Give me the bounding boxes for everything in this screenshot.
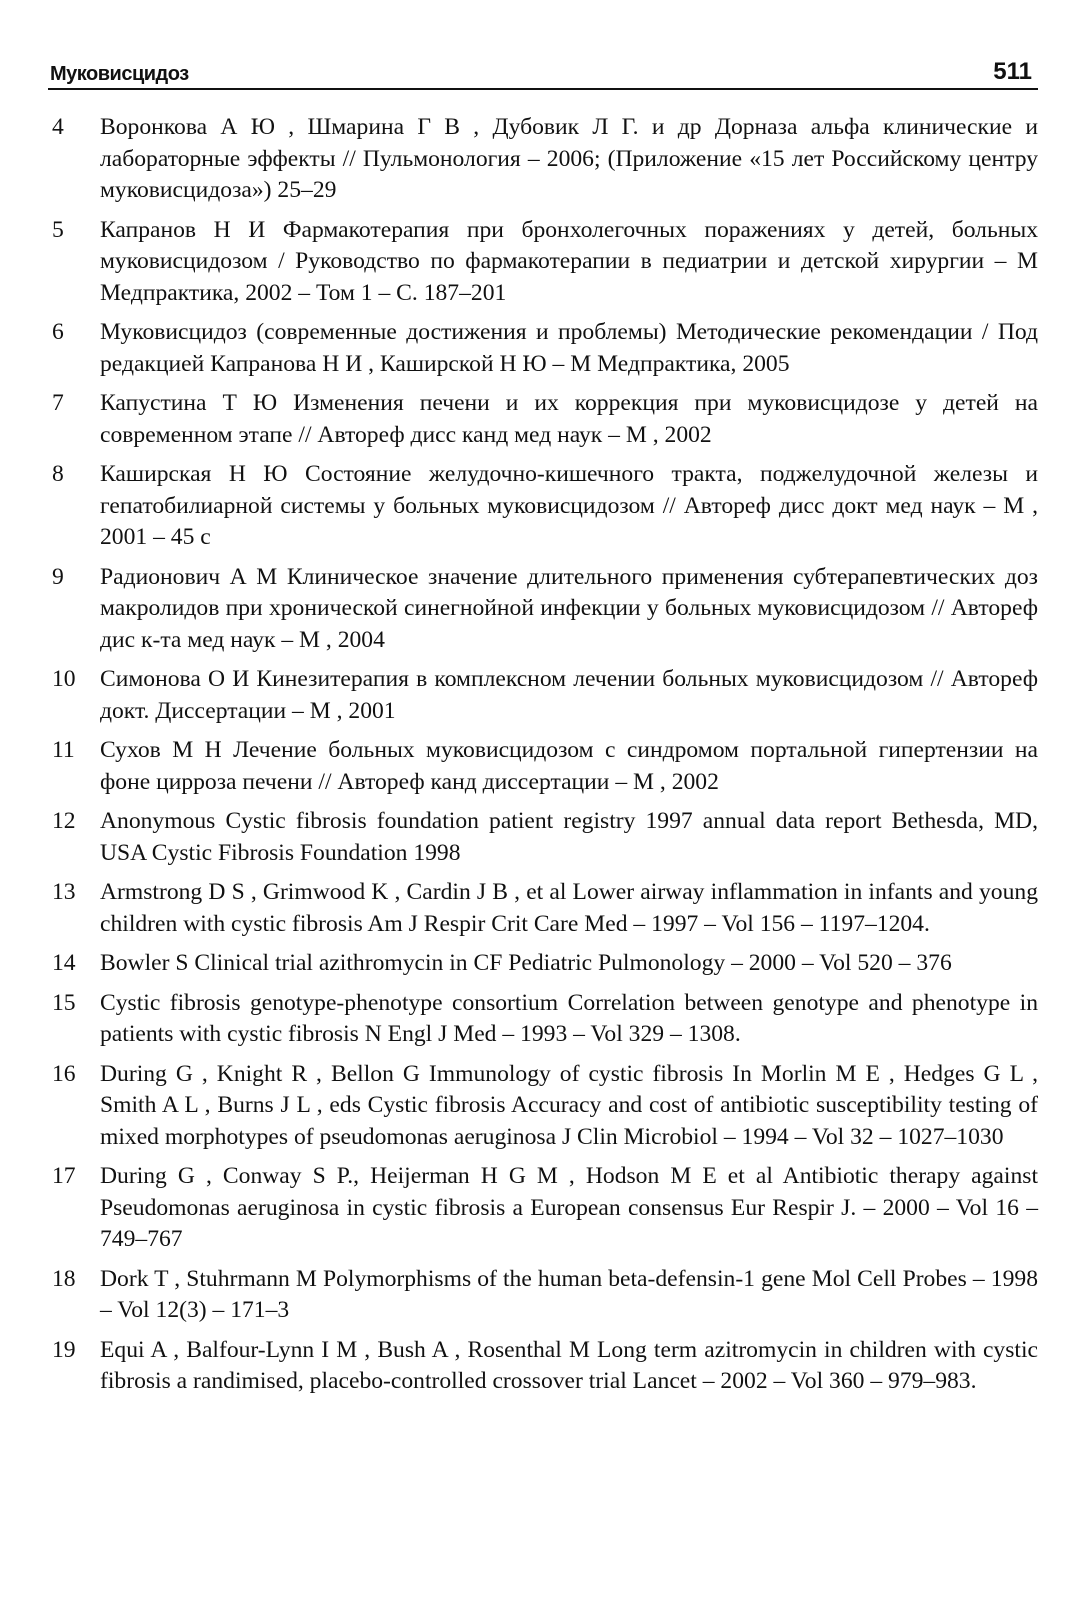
- reference-item: [48, 112, 1038, 207]
- reference-text: During G , Knight R , Bellon G Immunology of cystic fibrosis In Morlin M E , Hedges G L , Smith A L , Burns J L , eds Cystic fibrosis Accuracy and cost of antibiotic susceptibility testing of mixed morphotypes of pseudomonas aeruginosa J Clin Microbiol – 1994 – Vol 32 – 1027–1030: [100, 1060, 1038, 1150]
- reference-text: Симонова О И Кинезитерапия в комплексном лечении больных муковисцидозом // Автореф докт. Диссертации – М , 2001: [100, 666, 1038, 724]
- reference-list: [48, 112, 1038, 1398]
- reference-item: [48, 562, 1038, 657]
- reference-number: 16: [52, 1060, 76, 1087]
- reference-number: 15: [52, 989, 76, 1016]
- reference-text: During G , Conway S P., Heijerman H G M , Hodson M E et al Antibiotic therapy against Pseudomonas aeruginosa in cystic fibrosis a European consensus Eur Respir J. – 2000 – Vol 16 – 749–767: [100, 1163, 1038, 1252]
- reference-number: 11: [52, 737, 75, 763]
- page-number: 511: [993, 58, 1032, 85]
- reference-text: Сухов М Н Лечение больных муковисцидозом с синдромом портальной гипертензии на фоне цирроза печени // Автореф канд диссертации – М , 2002: [100, 737, 1038, 795]
- reference-number: 6: [52, 319, 64, 345]
- reference-number: 17: [52, 1163, 76, 1189]
- reference-number: 5: [52, 216, 64, 243]
- reference-item: [48, 1335, 1038, 1398]
- reference-item: [48, 877, 1038, 940]
- reference-text: Anonymous Cystic fibrosis foundation patient registry 1997 annual data report Bethesda, MD, USA Cystic Fibrosis Foundation 1998: [100, 808, 1038, 866]
- reference-number: 13: [52, 879, 76, 905]
- reference-number: 9: [52, 563, 64, 590]
- reference-item: [48, 806, 1038, 869]
- reference-number: 10: [52, 666, 76, 692]
- reference-text: Armstrong D S , Grimwood K , Cardin J B , et al Lower airway inflammation in infants and young children with cystic fibrosis Am J Respir Crit Care Med – 1997 – Vol 156 – 1197–1204.: [100, 879, 1038, 937]
- reference-item: [48, 1059, 1038, 1154]
- reference-item: [48, 1161, 1038, 1256]
- reference-item: [48, 948, 1038, 980]
- reference-text: Воронкова А Ю , Шмарина Г В , Дубовик Л Г. и др Дорназа альфа клинические и лабораторные эффекты // Пульмонология – 2006; (Приложение «15 лет Российскому центру муковисцидоза») 25–29: [100, 114, 1038, 203]
- reference-item: [48, 388, 1038, 451]
- reference-number: 19: [52, 1336, 76, 1363]
- reference-text: Bowler S Clinical trial azithromycin in CF Pediatric Pulmonology – 2000 – Vol 520 – 376: [100, 950, 952, 976]
- reference-text: Радионович А М Клиническое значение длительного применения субтерапевтических доз макролидов при хронической синегнойной инфекции у больных муковисцидозом // Автореф дис к-та мед наук – М , 2004: [100, 563, 1038, 653]
- reference-text: Муковисцидоз (современные достижения и проблемы) Методические рекомендации / Под редакцией Капранова Н И , Каширской Н Ю – М Медпрактика, 2005: [100, 319, 1038, 377]
- reference-text: Cystic fibrosis genotype-phenotype consortium Correlation between genotype and phenotype in patients with cystic fibrosis N Engl J Med – 1993 – Vol 329 – 1308.: [100, 989, 1038, 1047]
- reference-item: [48, 317, 1038, 380]
- reference-number: 4: [52, 114, 64, 140]
- reference-item: [48, 459, 1038, 554]
- reference-text: Капранов Н И Фармакотерапия при бронхолегочных поражениях у детей, больных муковисцидозом / Руководство по фармакотерапии в педиатрии и детской хирургии – М Медпрактика, 2002 – Том 1 – С. 187–201: [100, 216, 1038, 306]
- reference-text: Dork T , Stuhrmann M Polymorphisms of the human beta-defensin-1 gene Mol Cell Probes – 1998 – Vol 12(3) – 171–3: [100, 1265, 1038, 1323]
- running-title: Муковисцидоз: [50, 63, 189, 85]
- reference-item: [48, 735, 1038, 798]
- reference-item: [48, 664, 1038, 727]
- reference-item: [48, 215, 1038, 310]
- book-page: [48, 40, 1038, 1406]
- page-header: [48, 40, 1038, 90]
- reference-number: 12: [52, 808, 76, 834]
- reference-text: Каширская Н Ю Состояние желудочно-кишечного тракта, поджелудочной железы и гепатобилиарной системы у больных муковисцидозом // Автореф дисс докт мед наук – М , 2001 – 45 с: [100, 461, 1038, 550]
- reference-item: [48, 988, 1038, 1051]
- reference-text: Equi A , Balfour-Lynn I M , Bush A , Rosenthal M Long term azitromycin in children with cystic fibrosis a randimised, placebo-controlled crossover trial Lancet – 2002 – Vol 360 – 979–983.: [100, 1336, 1038, 1394]
- reference-number: 18: [52, 1265, 76, 1292]
- reference-number: 14: [52, 950, 76, 976]
- reference-text: Капустина Т Ю Изменения печени и их коррекция при муковисцидозе у детей на современном этапе // Автореф дисс канд мед наук – М , 2002: [100, 390, 1038, 448]
- reference-number: 7: [52, 390, 64, 416]
- reference-number: 8: [52, 461, 64, 487]
- reference-item: [48, 1264, 1038, 1327]
